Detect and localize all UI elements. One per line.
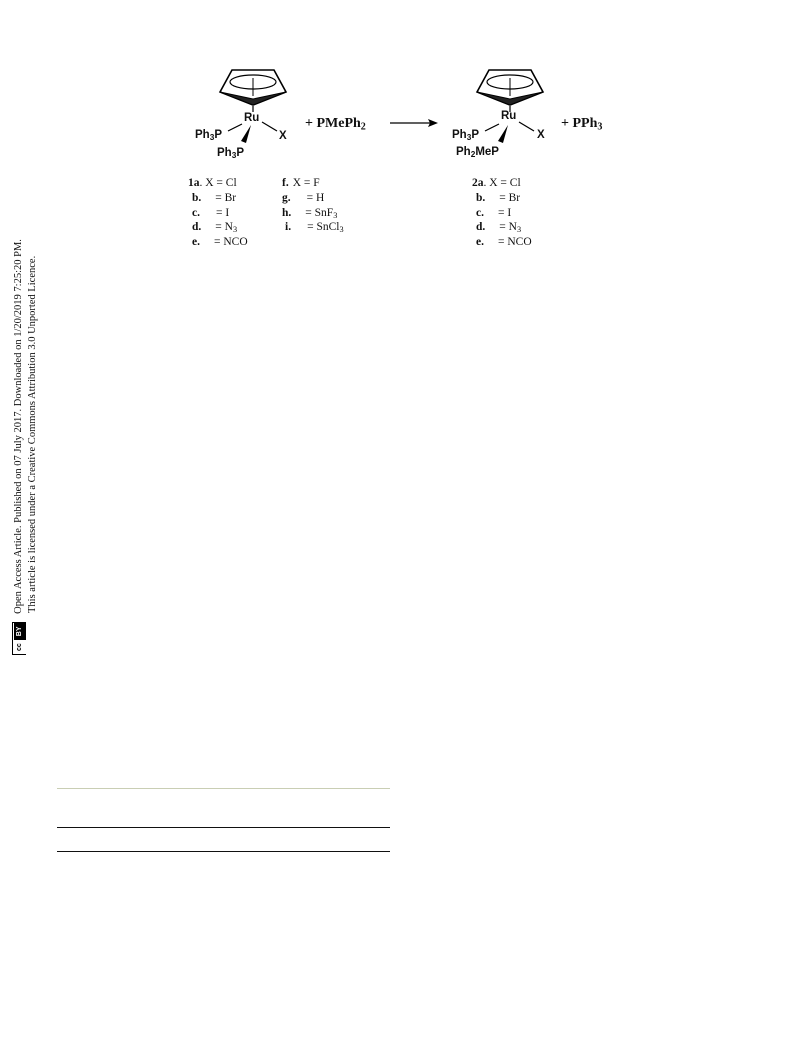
label-1h: h. = SnF$_3$ (282, 207, 338, 221)
wedge-bond-product (498, 125, 508, 143)
cc-by-badge[interactable] (12, 622, 26, 655)
label-2b: b. = Br (476, 192, 521, 204)
label-2e: e. = NCO (476, 236, 532, 248)
wedge-bond-reactant (241, 125, 251, 143)
label-2d: d. = $N_3$ (476, 221, 522, 235)
x-label-product: X (537, 129, 545, 141)
label-1b: b. = Br (192, 192, 237, 204)
ph3p-bottom-reactant: $Ph_3P$ (217, 147, 244, 161)
reagent-pmeph2: + PMePh$_2$ (305, 116, 366, 133)
open-access-line: Open Access Article. Published on 07 July 2017. Downloaded on 1/20/2019 7:25:20 PM. (13, 239, 25, 614)
cc-logo: cc (14, 639, 26, 654)
label-1f: f. X = F (282, 177, 320, 189)
label-1a: 1a. X = Cl (188, 177, 237, 189)
table-top-rule (57, 788, 390, 789)
metal-label-product: Ru (501, 110, 517, 122)
cp-ring-reactant (220, 70, 286, 112)
ph3p-left-reactant: $Ph_3P$ (195, 129, 222, 143)
cp-ring-product (477, 70, 543, 112)
label-1i: i. = SnCl$_3$ (285, 221, 344, 235)
label-2a: 2a. X = Cl (472, 177, 521, 189)
label-2c: c. = I (476, 207, 512, 219)
reaction-scheme-graphic (0, 0, 793, 270)
ph2mep-bottom-product: $Ph_2MeP$ (456, 146, 499, 160)
licence-line[interactable]: This article is licensed under a Creative Commons Attribution 3.0 Unported Licence. (27, 255, 39, 613)
label-1e: e. = NCO (192, 236, 248, 248)
table-header-rule (57, 827, 390, 828)
by-logo: BY (14, 623, 26, 639)
metal-label-reactant: Ru (244, 112, 260, 124)
ph3p-left-product: $Ph_3P$ (452, 129, 479, 143)
label-1g: g. = H (282, 192, 325, 204)
x-label-reactant: X (279, 130, 287, 142)
table-bottom-rule (57, 851, 390, 852)
byproduct-pph3: + PPh$_3$ (561, 116, 603, 133)
label-1c: c. = I (192, 207, 230, 219)
label-1d: d. = $N_3$ (192, 221, 238, 235)
reaction-arrow (390, 119, 438, 127)
